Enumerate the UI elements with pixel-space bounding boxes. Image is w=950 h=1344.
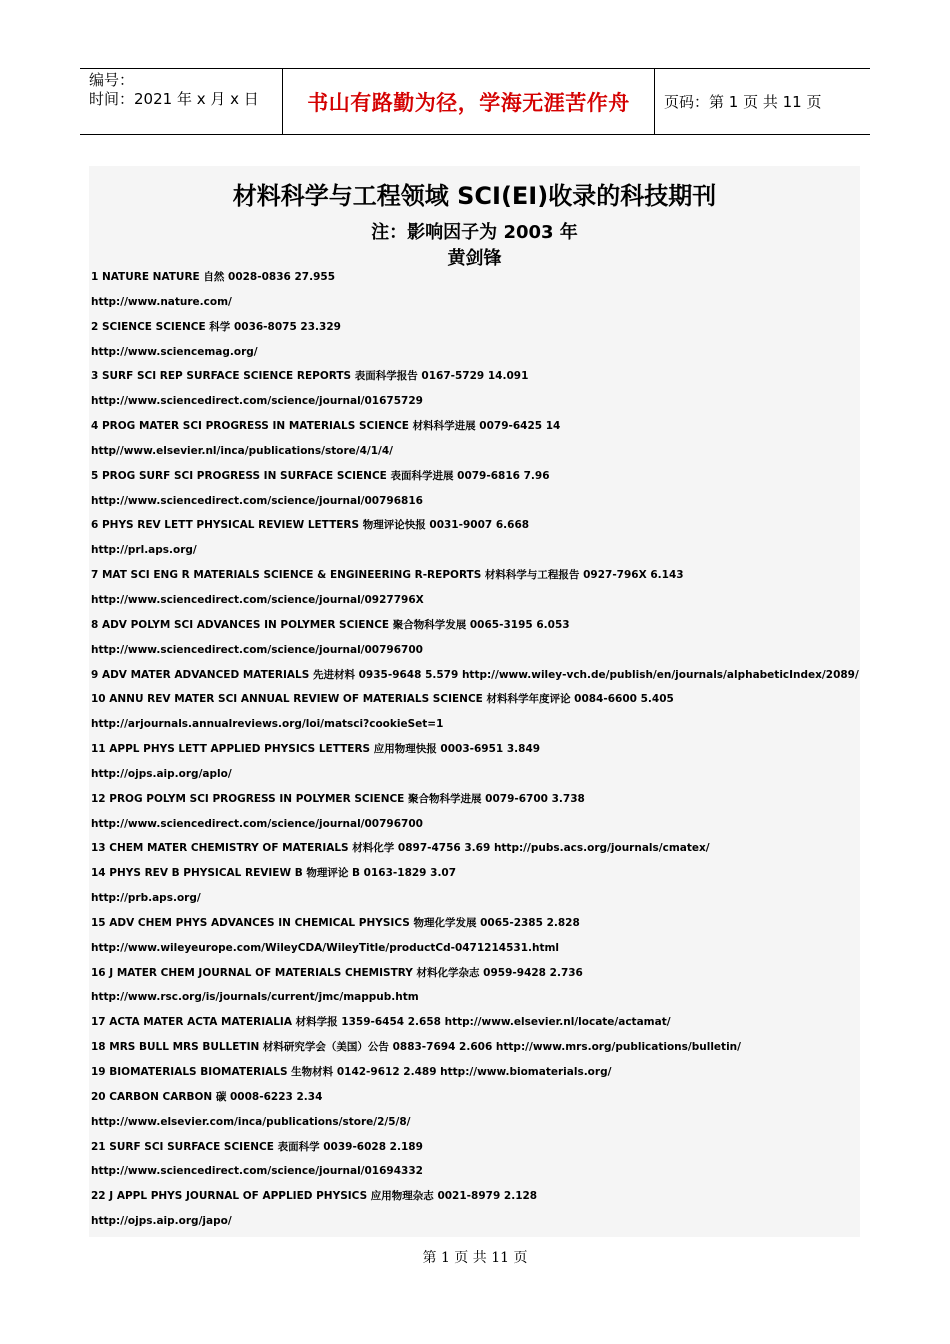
journal-entry: 8 ADV POLYM SCI ADVANCES IN POLYMER SCIENCE 聚合物科学发展 0065-3195 6.053 bbox=[91, 618, 570, 631]
journal-entry: 18 MRS BULL MRS BULLETIN 材料研究学会（美国）公告 0883-7694 2.606 http://www.mrs.org/publications/bulletin/ bbox=[91, 1041, 741, 1054]
journal-entry: 22 J APPL PHYS JOURNAL OF APPLIED PHYSICS 应用物理杂志 0021-8979 2.128 bbox=[91, 1190, 538, 1203]
journal-entry: 5 PROG SURF SCI PROGRESS IN SURFACE SCIENCE 表面科学进展 0079-6816 7.96 bbox=[91, 469, 550, 482]
journal-entry: 7 MAT SCI ENG R MATERIALS SCIENCE & ENGINEERING R-REPORTS 材料科学与工程报告 0927-796X 6.143 bbox=[91, 569, 684, 582]
journal-entry: 4 PROG MATER SCI PROGRESS IN MATERIALS SCIENCE 材料科学进展 0079-6425 14 bbox=[91, 420, 561, 433]
header-motto: 书山有路勤为径，学海无涯苦作舟 bbox=[282, 69, 655, 134]
journal-url: http://www.sciencedirect.com/science/journal/0927796X bbox=[91, 593, 424, 606]
journal-url: http://www.elsevier.com/inca/publications/store/2/5/8/ bbox=[91, 1115, 411, 1128]
journal-entry: 2 SCIENCE SCIENCE 科学 0036-8075 23.329 bbox=[91, 320, 341, 333]
page-footer: 第 1 页 共 11 页 bbox=[422, 1250, 528, 1266]
journal-url: http//www.elsevier.nl/inca/publications/store/4/1/4/ bbox=[91, 444, 394, 457]
journal-entry: 13 CHEM MATER CHEMISTRY OF MATERIALS 材料化学 0897-4756 3.69 http://pubs.acs.org/journals/cmatex/ bbox=[91, 842, 710, 855]
serial-label: 编号： bbox=[89, 71, 135, 89]
journal-url: http://prb.aps.org/ bbox=[91, 892, 201, 905]
journal-entry: 1 NATURE NATURE 自然 0028-0836 27.955 bbox=[91, 271, 335, 283]
document-author: 黄剑锋 bbox=[447, 248, 502, 269]
journal-url: http://www.sciencedirect.com/science/journal/00796700 bbox=[91, 643, 423, 656]
page-header bbox=[80, 68, 870, 135]
journal-entry: 14 PHYS REV B PHYSICAL REVIEW B 物理评论 B 0163-1829 3.07 bbox=[91, 867, 457, 880]
journal-entry: 6 PHYS REV LETT PHYSICAL REVIEW LETTERS 物理评论快报 0031-9007 6.668 bbox=[91, 519, 530, 532]
document-body bbox=[89, 166, 860, 1237]
journal-url: http://ojps.aip.org/aplo/ bbox=[91, 767, 232, 780]
journal-entry: 10 ANNU REV MATER SCI ANNUAL REVIEW OF MATERIALS SCIENCE 材料科学年度评论 0084-6600 5.405 bbox=[91, 693, 674, 706]
header-page-info: 页码：第 1 页 共 11 页 bbox=[664, 93, 822, 111]
journal-url: http://www.sciencedirect.com/science/journal/01675729 bbox=[91, 395, 423, 408]
journal-entry: 21 SURF SCI SURFACE SCIENCE 表面科学 0039-6028 2.189 bbox=[91, 1140, 423, 1153]
journal-url: http://arjournals.annualreviews.org/loi/matsci?cookieSet=1 bbox=[91, 718, 444, 731]
journal-url: http://www.rsc.org/is/journals/current/jmc/mappub.htm bbox=[91, 991, 419, 1004]
document-title: 材料科学与工程领域 SCI(EI)收录的科技期刊 bbox=[232, 182, 717, 210]
journal-entry: 9 ADV MATER ADVANCED MATERIALS 先进材料 0935-9648 5.579 http://www.wiley-vch.de/publish/en/journals/alphabeticIndex/2089/ bbox=[91, 668, 859, 681]
journal-entry: 19 BIOMATERIALS BIOMATERIALS 生物材料 0142-9612 2.489 http://www.biomaterials.org/ bbox=[91, 1066, 612, 1078]
journal-url: http://www.sciencemag.org/ bbox=[91, 345, 258, 358]
journal-url: http://www.sciencedirect.com/science/journal/00796700 bbox=[91, 817, 423, 830]
header-meta bbox=[80, 69, 282, 134]
journal-entry: 12 PROG POLYM SCI PROGRESS IN POLYMER SCIENCE 聚合物科学进展 0079-6700 3.738 bbox=[91, 792, 585, 805]
journal-entry: 17 ACTA MATER ACTA MATERIALIA 材料学报 1359-6454 2.658 http://www.elsevier.nl/locate/actamat/ bbox=[91, 1016, 671, 1029]
journal-entry: 20 CARBON CARBON 碳 0008-6223 2.34 bbox=[91, 1090, 323, 1103]
journal-url: http://www.sciencedirect.com/science/journal/01694332 bbox=[91, 1165, 423, 1178]
document-subtitle: 注：影响因子为 2003 年 bbox=[371, 222, 578, 243]
journal-entry: 16 J MATER CHEM JOURNAL OF MATERIALS CHEMISTRY 材料化学杂志 0959-9428 2.736 bbox=[91, 966, 583, 979]
journal-list bbox=[91, 270, 860, 1239]
journal-entry: 3 SURF SCI REP SURFACE SCIENCE REPORTS 表面科学报告 0167-5729 14.091 bbox=[91, 370, 529, 383]
time-label: 时间：2021 年 x 月 x 日 bbox=[89, 90, 259, 108]
journal-url: http://ojps.aip.org/japo/ bbox=[91, 1215, 232, 1228]
journal-url: http://www.nature.com/ bbox=[91, 295, 232, 308]
journal-entry: 11 APPL PHYS LETT APPLIED PHYSICS LETTERS 应用物理快报 0003-6951 3.849 bbox=[91, 743, 541, 756]
journal-entry: 15 ADV CHEM PHYS ADVANCES IN CHEMICAL PHYSICS 物理化学发展 0065-2385 2.828 bbox=[91, 916, 580, 929]
journal-url: http://www.sciencedirect.com/science/journal/00796816 bbox=[91, 494, 423, 507]
journal-url: http://prl.aps.org/ bbox=[91, 544, 197, 557]
journal-url: http://www.wileyeurope.com/WileyCDA/WileyTitle/productCd-0471214531.html bbox=[91, 941, 560, 954]
